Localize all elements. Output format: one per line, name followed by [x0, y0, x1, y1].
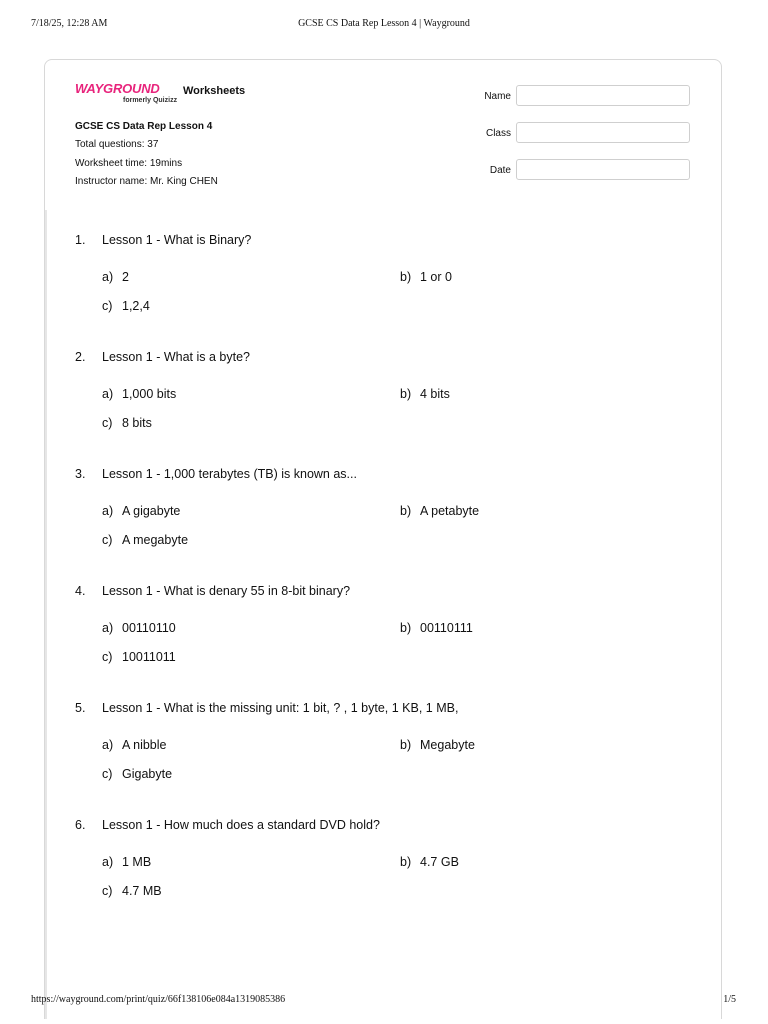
option-letter: c) — [102, 650, 113, 664]
brand-subtitle: formerly Quizizz — [123, 97, 178, 104]
option-text: 2 — [122, 270, 129, 284]
question-text: Lesson 1 - What is the missing unit: 1 bit, ? , 1 byte, 1 KB, 1 MB, — [102, 701, 459, 715]
date-label: Date — [489, 165, 511, 176]
left-border-line — [45, 210, 47, 1019]
option-text: A petabyte — [420, 504, 480, 518]
option-b — [400, 270, 452, 284]
date-field[interactable] — [516, 159, 690, 180]
option-text: 4.7 MB — [122, 884, 162, 898]
question-number: 6. — [75, 818, 86, 832]
option-letter: b) — [400, 738, 412, 752]
option-letter: b) — [400, 387, 412, 401]
option-text: 8 bits — [122, 416, 152, 430]
student-fields — [465, 85, 695, 196]
question-text: Lesson 1 - 1,000 terabytes (TB) is known as... — [102, 467, 357, 481]
option-letter: c) — [102, 416, 113, 430]
option-b — [400, 621, 473, 635]
instructor-name: Instructor name: Mr. King CHEN — [75, 175, 218, 187]
option-text: 4 bits — [420, 387, 450, 401]
question-number: 5. — [75, 701, 86, 715]
option-a — [102, 387, 176, 401]
option-letter: b) — [400, 621, 412, 635]
question-number: 3. — [75, 467, 86, 481]
option-letter: b) — [400, 270, 412, 284]
class-field-row — [465, 122, 695, 159]
name-label: Name — [484, 91, 511, 102]
print-datetime: 7/18/25, 12:28 AM — [31, 18, 108, 29]
option-a — [102, 270, 129, 284]
option-c — [102, 533, 188, 547]
option-letter: b) — [400, 855, 412, 869]
class-label: Class — [485, 128, 511, 139]
question-list — [75, 233, 695, 935]
option-a — [102, 855, 151, 869]
option-text: Gigabyte — [122, 767, 173, 781]
option-b — [400, 855, 459, 869]
question-item — [75, 350, 695, 467]
option-letter: a) — [102, 504, 114, 518]
option-letter: a) — [102, 738, 114, 752]
option-b — [400, 738, 475, 752]
question-number: 4. — [75, 584, 86, 598]
option-c — [102, 650, 176, 664]
class-field[interactable] — [516, 122, 690, 143]
option-text: 10011011 — [122, 650, 176, 664]
print-header — [0, 18, 768, 32]
option-c — [102, 884, 162, 898]
question-item — [75, 818, 695, 935]
option-b — [400, 387, 450, 401]
option-text: 1 or 0 — [420, 270, 452, 284]
option-c — [102, 299, 150, 313]
question-item — [75, 467, 695, 584]
option-letter: a) — [102, 621, 114, 635]
question-text: Lesson 1 - How much does a standard DVD hold? — [102, 818, 380, 832]
option-text: Megabyte — [420, 738, 475, 752]
question-text: Lesson 1 - What is a byte? — [102, 350, 250, 364]
option-c — [102, 767, 172, 781]
question-number: 1. — [75, 233, 86, 247]
option-text: A megabyte — [122, 533, 189, 547]
option-text: 1,000 bits — [122, 387, 177, 401]
question-number: 2. — [75, 350, 86, 364]
option-a — [102, 738, 166, 752]
option-text: 1 MB — [122, 855, 152, 869]
option-a — [102, 621, 176, 635]
question-text: Lesson 1 - What is denary 55 in 8-bit binary? — [102, 584, 351, 598]
question-item — [75, 701, 695, 818]
option-letter: c) — [102, 533, 113, 547]
wayground-logo: WAYGROUND — [75, 81, 160, 96]
date-field-row — [465, 159, 695, 196]
worksheet-page — [44, 59, 722, 1019]
option-letter: a) — [102, 270, 114, 284]
total-questions: Total questions: 37 — [75, 139, 159, 151]
option-b — [400, 504, 479, 518]
option-letter: a) — [102, 387, 114, 401]
question-item — [75, 584, 695, 701]
option-text: 1,2,4 — [122, 299, 150, 313]
option-text: A nibble — [122, 738, 167, 752]
worksheet-meta — [75, 118, 218, 191]
option-text: A gigabyte — [122, 504, 181, 518]
worksheet-title: GCSE CS Data Rep Lesson 4 — [75, 121, 213, 132]
option-c — [102, 416, 152, 430]
product-name: Worksheets — [183, 85, 246, 97]
option-letter: a) — [102, 855, 114, 869]
option-text: 00110110 — [122, 621, 176, 635]
option-letter: c) — [102, 299, 113, 313]
question-text: Lesson 1 - What is Binary? — [102, 233, 252, 247]
name-field[interactable] — [516, 85, 690, 106]
option-a — [102, 504, 180, 518]
worksheet-time: Worksheet time: 19mins — [75, 157, 183, 169]
print-url: https://wayground.com/print/quiz/66f138106e084a1319085386 — [31, 994, 286, 1005]
option-text: 4.7 GB — [420, 855, 459, 869]
page-number: 1/5 — [723, 994, 736, 1005]
brand-header — [75, 81, 275, 111]
question-item — [75, 233, 695, 350]
option-letter: c) — [102, 884, 113, 898]
print-page-title: GCSE CS Data Rep Lesson 4 | Wayground — [298, 18, 470, 29]
option-letter: c) — [102, 767, 113, 781]
option-text: 00110111 — [420, 621, 473, 635]
option-letter: b) — [400, 504, 412, 518]
print-footer — [0, 994, 768, 1008]
name-field-row — [465, 85, 695, 122]
